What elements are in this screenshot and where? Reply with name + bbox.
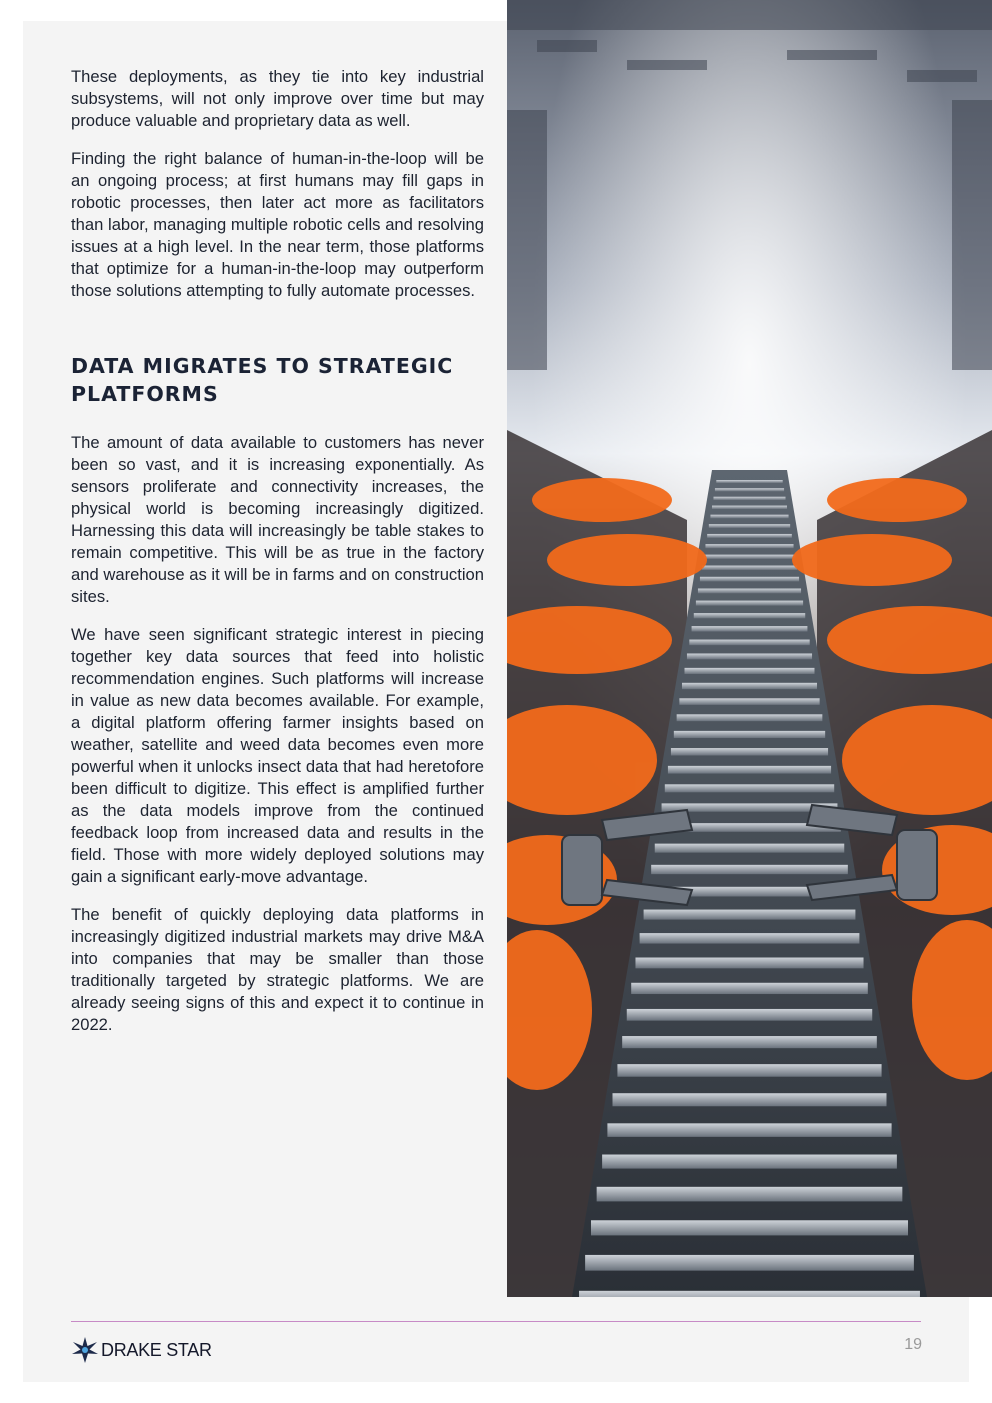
conveyor-slat — [710, 515, 788, 519]
conveyor-slat — [607, 1123, 891, 1137]
conveyor-slat — [677, 714, 823, 721]
conveyor-slat — [612, 1093, 886, 1106]
drake-star-logo — [71, 1335, 212, 1365]
conveyor-slat — [579, 1291, 920, 1297]
paragraph-data-volume: The amount of data available to customers has never been so vast, and it is increasing exponentially. As sensors proliferate and connectivity increases, the physical world is becoming increasingly digitized. Harnessing this data will increasingly be table stakes to remain competitive. This will be as true in the factory and warehouse as it will be in farms and on construction sites. — [71, 433, 484, 606]
footer-divider — [71, 1321, 921, 1322]
section-heading: DATA MIGRATES TO STRATEGIC PLATFORMS — [71, 354, 454, 406]
conveyor-slat — [640, 933, 860, 943]
star-logo-icon — [71, 1336, 99, 1364]
paragraph-deployments: These deployments, as they tie into key industrial subsystems, will not only improve over time but may produce valuable and proprietary data as well. — [71, 67, 484, 130]
conveyor-slat — [655, 844, 844, 853]
conveyor-slat — [635, 958, 863, 969]
brand-name: DRAKE STAR — [101, 1339, 212, 1360]
conveyor-slat — [622, 1036, 877, 1048]
conveyor-slat — [712, 506, 787, 509]
paragraph-ma-benefit: The benefit of quickly deploying data platforms in increasingly digitized industrial markets may drive M&A into companies that may be smaller than those traditionally targeted by strategic platforms. We are already seeing signs of this and expect it to continue in 2022. — [71, 905, 484, 1034]
conveyor-slat — [702, 566, 797, 570]
paragraph-human-in-the-loop: Finding the right balance of human-in-the-loop will be an ongoing process; at first humans may fill gaps in robotic processes, then later act more as facilitators than labor, managing multiple robotic cells and resolving issues at a high level. In the near term, those platforms that optimize for a human-in-the-loop may outperform those solutions attempting to fully automate processes. — [71, 149, 484, 300]
conveyor-slat — [704, 555, 796, 559]
conveyor-slat — [617, 1064, 881, 1077]
conveyor-slat — [671, 748, 828, 755]
conveyor-slat — [707, 534, 792, 538]
conveyor-slat — [713, 497, 785, 500]
conveyor-slat — [644, 910, 856, 920]
conveyor-slat — [689, 640, 809, 646]
conveyor-slat — [591, 1220, 908, 1235]
conveyor-slat — [627, 1009, 872, 1021]
conveyor-slat — [631, 983, 868, 994]
conveyor-slat — [692, 626, 808, 631]
article-column — [71, 66, 484, 1052]
conveyor-slat — [665, 784, 834, 792]
conveyor-slat — [716, 480, 782, 483]
factory-robotics-photo — [507, 0, 992, 1297]
conveyor-slat — [700, 577, 799, 582]
conveyor-slat — [715, 488, 784, 491]
conveyor-slat — [696, 601, 803, 606]
paragraph-strategic-interest: We have seen significant strategic interest in piecing together key data sources that feed into holistic recommendation engines. Such platforms will increase in value as new data becomes available. For example, a digital platform offering farmer insights based on weather, satellite and weed data becomes even more powerful when it unlocks insect data that had heretofore been difficult to digitize. This effect is amplified further as the data models improve from the continued feedback loop from increased data and results in the field. Those with more widely deployed solutions may gain a significant early-move advantage. — [71, 625, 484, 886]
conveyor-slat — [674, 731, 825, 738]
conveyor-slat — [651, 865, 848, 874]
conveyor-slat — [597, 1187, 903, 1202]
conveyor-slat — [709, 524, 790, 528]
conveyor-slat — [705, 544, 793, 548]
conveyor-slat — [682, 683, 817, 689]
conveyor-slat — [602, 1155, 897, 1169]
conveyor-slat — [698, 588, 801, 593]
conveyor-slat — [585, 1255, 914, 1271]
conveyor-slat — [679, 698, 819, 705]
conveyor-slat — [694, 613, 805, 618]
page-number: 19 — [904, 1336, 922, 1353]
conveyor-slat — [668, 766, 831, 774]
conveyor-slat — [687, 653, 812, 659]
conveyor-slat — [685, 668, 815, 674]
